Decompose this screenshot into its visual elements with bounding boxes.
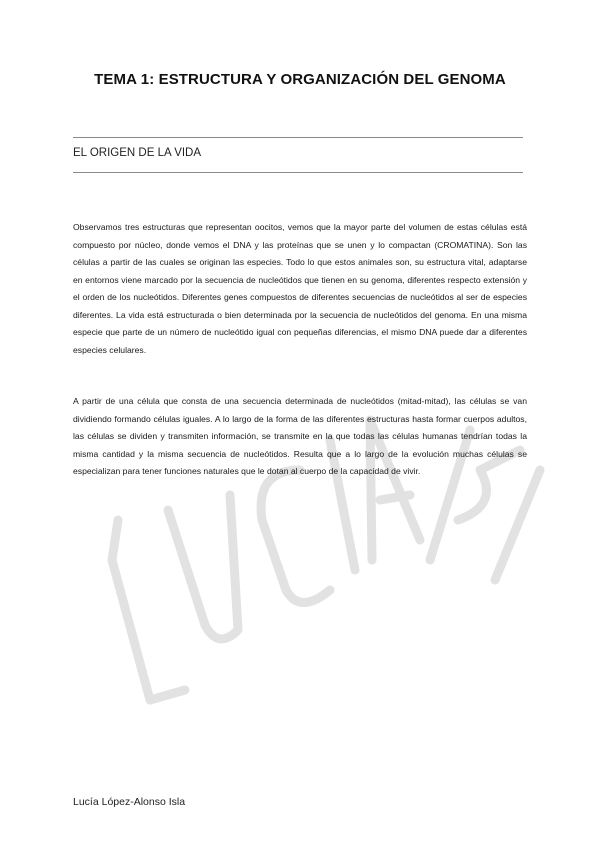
section-heading: EL ORIGEN DE LA VIDA: [73, 147, 202, 159]
body-paragraph: Observamos tres estructuras que representan oocitos, vemos que la mayor parte del volumen de estas células está compuesto por núcleo, donde vemos el DNA y las proteínas que se unen y lo compactan (CROMATINA). Son las células a partir de las cuales se originan las especies. Todo lo que estos animales son, su estructura vital, adaptarse en entornos viene marcado por la secuencia de nucleótidos que tienen en su genoma, diferentes respecto extensión y el orden de los nucleótidos. Diferentes genes compuestos de diferentes secuencias de nucleótidos al ser de especies diferentes. La vida está estructurada o bien determinada por la secuencia de nucleótidos del genoma. En una misma especie que parte de un número de nucleótido igual con pequeñas diferencias, el mismo DNA puede dar a diferentes especies celulares.: [73, 222, 527, 355]
section-rule-bottom: [73, 172, 523, 173]
body-paragraph: A partir de una célula que consta de una secuencia determinada de nucleótidos (mitad-mitad), las células se van dividiendo formando células iguales. A lo largo de la forma de las diferentes estructuras hasta formar cuerpos adultos, las células se dividen y transmiten información, se transmite en la que todas las células humanas tendrían todas la misma cantidad y la misma secuencia de nucleótidos. Resulta que a lo largo de la evolución muchas células se especializan para tener funciones naturales que le dotan al cuerpo de la capacidad de vivir.: [73, 396, 527, 476]
footer-author: Lucía López-Alonso Isla: [73, 796, 186, 808]
document-title: TEMA 1: ESTRUCTURA Y ORGANIZACIÓN DEL GENOMA: [94, 71, 506, 88]
section-rule-top: [73, 137, 523, 138]
